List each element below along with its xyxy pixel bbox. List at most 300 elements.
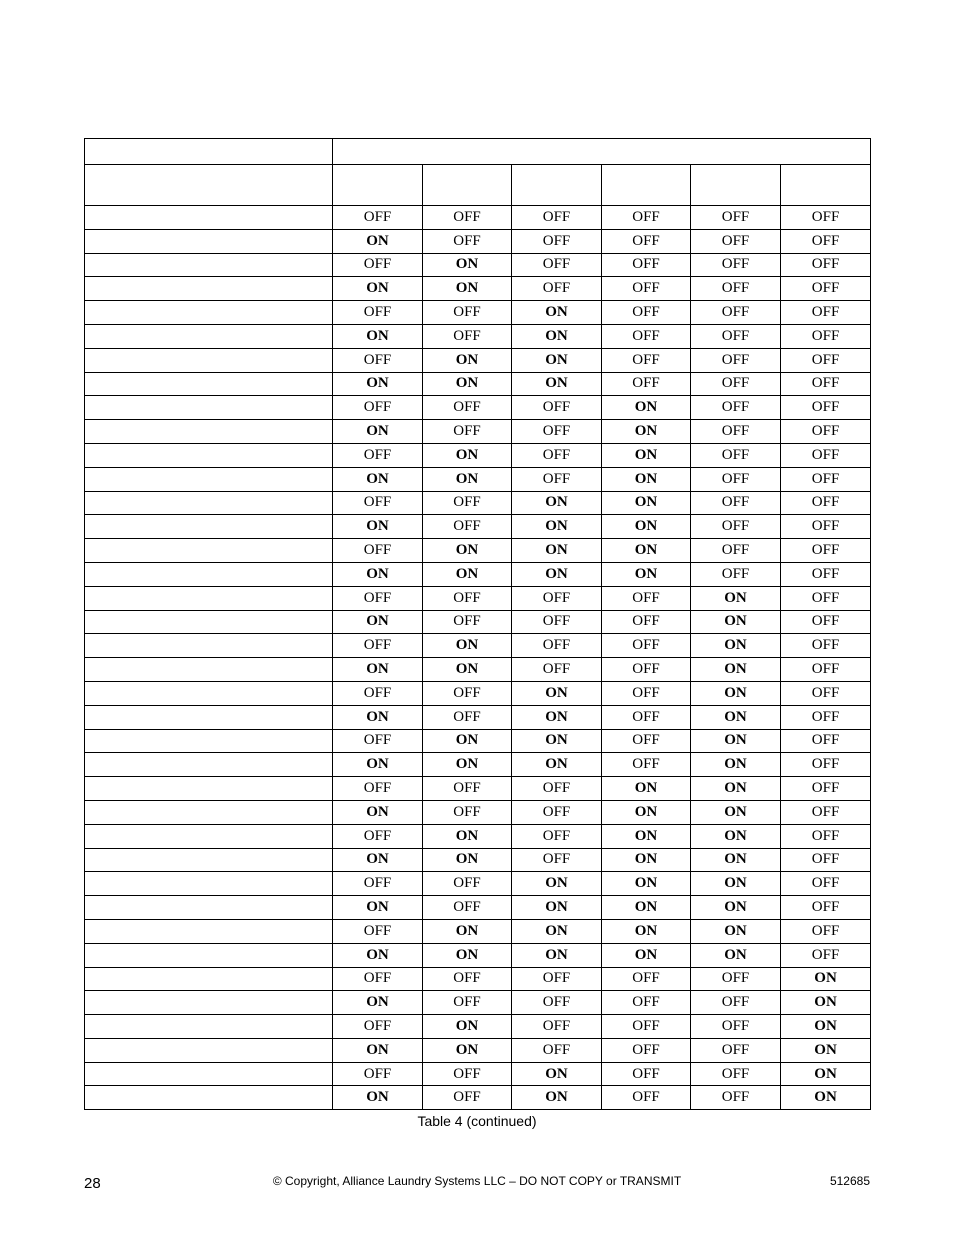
switch-state-cell: OFF [781,634,871,658]
row-label-cell [85,467,333,491]
header-switch-cell [333,165,423,206]
switch-state-cell: OFF [691,491,781,515]
header-row-1 [85,139,871,165]
row-label-cell [85,420,333,444]
table-row [85,515,871,539]
caption-text: Table 4 (continued) [417,1113,537,1129]
row-label-cell [85,919,333,943]
switch-state-cell: ON [512,348,602,372]
header-switch-cell [781,165,871,206]
switch-state-cell: OFF [691,1038,781,1062]
row-label-cell [85,539,333,563]
switch-state-cell: ON [781,1062,871,1086]
row-label-cell [85,586,333,610]
switch-state-cell: OFF [781,753,871,777]
switch-state-cell: ON [691,753,781,777]
switch-state-cell: OFF [691,967,781,991]
switch-state-cell: OFF [781,729,871,753]
switch-state-cell: OFF [781,586,871,610]
switch-state-cell: OFF [691,206,781,230]
switch-state-cell: ON [602,777,691,801]
row-label-cell [85,206,333,230]
switch-state-cell: ON [423,729,512,753]
switch-state-cell: OFF [691,253,781,277]
switch-state-cell: OFF [781,420,871,444]
switch-state-cell: OFF [512,991,602,1015]
switch-state-cell: OFF [602,658,691,682]
switch-state-cell: ON [333,705,423,729]
switch-state-cell: OFF [423,229,512,253]
switch-state-cell: ON [423,919,512,943]
row-label-cell [85,967,333,991]
switch-state-cell: OFF [602,277,691,301]
switch-state-cell: ON [512,681,602,705]
switch-state-cell: OFF [691,991,781,1015]
switch-state-cell: ON [423,539,512,563]
switch-state-cell: OFF [512,634,602,658]
switch-state-cell: OFF [423,705,512,729]
table-row [85,729,871,753]
switch-state-cell: ON [423,277,512,301]
row-label-cell [85,277,333,301]
page-number: 28 [84,1175,101,1192]
switch-state-cell: OFF [781,896,871,920]
switch-state-cell: OFF [512,1015,602,1039]
row-label-cell [85,1086,333,1110]
switch-state-cell: OFF [691,1015,781,1039]
switch-state-cell: OFF [781,324,871,348]
switch-state-cell: ON [512,1062,602,1086]
row-label-cell [85,681,333,705]
switch-state-cell: OFF [781,229,871,253]
switch-state-cell: ON [781,1038,871,1062]
switch-state-cell: ON [602,943,691,967]
switch-state-cell: OFF [691,1086,781,1110]
switch-state-cell: OFF [333,348,423,372]
switch-state-cell: OFF [781,658,871,682]
switch-state-cell: ON [691,658,781,682]
switch-state-cell: ON [691,705,781,729]
document-number: 512685 [829,1174,870,1188]
table-caption [0,1113,954,1129]
switch-state-cell: ON [602,919,691,943]
switch-state-cell: OFF [423,301,512,325]
table-body [85,139,871,1110]
switch-state-cell: OFF [333,586,423,610]
switch-state-cell: ON [333,467,423,491]
switch-state-cell: OFF [602,705,691,729]
table-row [85,562,871,586]
switch-state-cell: ON [602,443,691,467]
row-label-cell [85,658,333,682]
row-label-cell [85,1062,333,1086]
table-row [85,586,871,610]
switch-state-cell: OFF [333,539,423,563]
switch-state-cell: OFF [423,396,512,420]
switch-state-cell: OFF [512,277,602,301]
switch-state-cell: ON [423,658,512,682]
switch-state-cell: ON [512,301,602,325]
table-row [85,896,871,920]
switch-state-cell: OFF [602,301,691,325]
row-label-cell [85,443,333,467]
table-row [85,206,871,230]
switch-state-cell: OFF [602,253,691,277]
switch-state-cell: ON [423,562,512,586]
switch-state-cell: ON [333,800,423,824]
switch-state-cell: ON [333,943,423,967]
switch-state-cell: ON [423,1038,512,1062]
switch-state-cell: OFF [423,872,512,896]
dip-switch-table [84,138,871,1110]
switch-state-cell: ON [423,253,512,277]
switch-state-cell: OFF [333,872,423,896]
switch-state-cell: OFF [512,396,602,420]
switch-state-cell: OFF [691,515,781,539]
table-row [85,919,871,943]
switch-state-cell: OFF [333,443,423,467]
switch-state-cell: OFF [602,1062,691,1086]
header-label-cell [85,139,333,165]
switch-state-cell: OFF [781,919,871,943]
switch-state-cell: OFF [781,562,871,586]
switch-state-cell: OFF [333,1062,423,1086]
copyright-text: © Copyright, Alliance Laundry Systems LLC – DO NOT COPY or TRANSMIT [272,1174,682,1188]
header-group-cell [333,139,871,165]
switch-state-cell: ON [691,634,781,658]
switch-state-cell: ON [333,658,423,682]
switch-state-cell: ON [691,943,781,967]
row-label-cell [85,253,333,277]
row-label-cell [85,777,333,801]
switch-state-cell: OFF [691,396,781,420]
switch-state-cell: ON [691,919,781,943]
row-label-cell [85,348,333,372]
switch-state-cell: OFF [423,800,512,824]
row-label-cell [85,372,333,396]
switch-state-cell: ON [512,872,602,896]
switch-state-cell: ON [512,729,602,753]
row-label-cell [85,515,333,539]
switch-state-cell: ON [512,943,602,967]
switch-state-cell: ON [423,753,512,777]
switch-state-cell: OFF [781,872,871,896]
switch-state-cell: OFF [602,586,691,610]
switch-state-cell: ON [333,610,423,634]
row-label-cell [85,396,333,420]
switch-state-cell: OFF [781,681,871,705]
switch-state-cell: ON [423,848,512,872]
switch-state-cell: OFF [691,372,781,396]
switch-state-cell: ON [602,872,691,896]
switch-state-cell: OFF [333,967,423,991]
switch-state-cell: OFF [781,253,871,277]
switch-state-cell: OFF [781,610,871,634]
switch-state-cell: ON [333,420,423,444]
table-row [85,443,871,467]
switch-state-cell: ON [512,324,602,348]
switch-state-cell: OFF [512,800,602,824]
switch-state-cell: OFF [781,491,871,515]
switch-state-cell: OFF [781,705,871,729]
switch-state-cell: OFF [781,539,871,563]
switch-state-cell: OFF [602,324,691,348]
switch-state-cell: OFF [512,848,602,872]
header-switch-cell [423,165,512,206]
switch-state-cell: OFF [602,610,691,634]
row-label-cell [85,800,333,824]
switch-state-cell: OFF [781,824,871,848]
switch-state-cell: OFF [333,777,423,801]
table-row [85,396,871,420]
switch-state-cell: OFF [423,1062,512,1086]
table-row [85,634,871,658]
switch-state-cell: ON [691,777,781,801]
switch-state-cell: OFF [512,967,602,991]
row-label-cell [85,491,333,515]
switch-state-cell: OFF [423,420,512,444]
switch-state-cell: OFF [512,777,602,801]
row-label-cell [85,824,333,848]
switch-state-cell: OFF [781,348,871,372]
switch-state-cell: OFF [333,1015,423,1039]
switch-state-cell: OFF [423,967,512,991]
switch-state-cell: ON [512,491,602,515]
row-label-cell [85,753,333,777]
switch-state-cell: ON [602,896,691,920]
switch-state-cell: OFF [512,443,602,467]
switch-state-cell: ON [333,515,423,539]
switch-state-cell: OFF [423,1086,512,1110]
table-row [85,681,871,705]
row-label-cell [85,848,333,872]
table-row [85,253,871,277]
row-label-cell [85,991,333,1015]
switch-state-cell: ON [423,1015,512,1039]
switch-state-cell: OFF [602,1038,691,1062]
switch-state-cell: OFF [691,277,781,301]
switch-state-cell: ON [423,348,512,372]
table-row [85,658,871,682]
row-label-cell [85,301,333,325]
switch-state-cell: OFF [691,229,781,253]
table-row [85,848,871,872]
table-row [85,705,871,729]
switch-state-cell: OFF [512,824,602,848]
switch-state-cell: ON [333,991,423,1015]
switch-state-cell: OFF [781,277,871,301]
switch-state-cell: OFF [423,681,512,705]
switch-state-cell: ON [602,515,691,539]
switch-state-cell: OFF [602,372,691,396]
table-row [85,1062,871,1086]
switch-state-cell: ON [333,753,423,777]
table-row [85,301,871,325]
table-row [85,324,871,348]
switch-state-cell: ON [512,896,602,920]
switch-state-cell: OFF [423,610,512,634]
switch-state-cell: OFF [333,681,423,705]
table-row [85,777,871,801]
switch-state-cell: ON [691,610,781,634]
switch-state-cell: OFF [512,1038,602,1062]
switch-state-cell: ON [781,1015,871,1039]
switch-state-cell: OFF [333,301,423,325]
switch-state-cell: OFF [691,1062,781,1086]
header-switch-cell [691,165,781,206]
switch-state-cell: ON [602,491,691,515]
switch-state-cell: OFF [333,253,423,277]
row-label-cell [85,1015,333,1039]
switch-state-cell: ON [691,896,781,920]
table-row [85,753,871,777]
switch-state-cell: ON [691,824,781,848]
switch-state-cell: OFF [602,729,691,753]
switch-state-cell: ON [512,372,602,396]
table-row [85,372,871,396]
row-label-cell [85,610,333,634]
switch-state-cell: ON [333,277,423,301]
switch-state-cell: OFF [691,443,781,467]
switch-state-cell: OFF [423,991,512,1015]
switch-state-cell: OFF [691,301,781,325]
switch-state-cell: OFF [781,467,871,491]
switch-state-cell: ON [333,324,423,348]
switch-state-cell: OFF [602,967,691,991]
switch-state-cell: ON [602,562,691,586]
switch-state-cell: OFF [512,229,602,253]
switch-state-cell: ON [333,372,423,396]
switch-state-cell: ON [602,824,691,848]
table-row [85,1015,871,1039]
switch-state-cell: ON [512,919,602,943]
switch-state-cell: OFF [512,467,602,491]
switch-state-cell: OFF [333,824,423,848]
header-switch-cell [512,165,602,206]
switch-state-cell: OFF [781,301,871,325]
table-row [85,277,871,301]
switch-state-cell: ON [691,729,781,753]
switch-state-cell: OFF [333,396,423,420]
switch-state-cell: OFF [512,420,602,444]
table-row [85,967,871,991]
switch-state-cell: OFF [781,848,871,872]
table-row [85,348,871,372]
switch-state-cell: OFF [512,253,602,277]
switch-state-cell: ON [512,705,602,729]
switch-state-cell: OFF [512,206,602,230]
table-row [85,943,871,967]
row-label-cell [85,562,333,586]
switch-state-cell: OFF [423,206,512,230]
table-row [85,229,871,253]
switch-state-cell: ON [691,800,781,824]
switch-state-cell: ON [691,872,781,896]
copyright-notice [0,1174,954,1188]
switch-state-cell: ON [512,539,602,563]
switch-state-cell: ON [691,681,781,705]
switch-state-cell: ON [691,848,781,872]
switch-state-cell: OFF [781,800,871,824]
switch-state-cell: OFF [691,467,781,491]
switch-state-cell: OFF [781,443,871,467]
switch-state-cell: OFF [423,324,512,348]
switch-state-cell: ON [781,991,871,1015]
switch-state-cell: OFF [333,919,423,943]
switch-state-cell: OFF [602,634,691,658]
switch-state-cell: OFF [512,658,602,682]
header-label-cell [85,165,333,206]
switch-state-cell: ON [602,848,691,872]
row-label-cell [85,872,333,896]
switch-state-cell: ON [333,562,423,586]
row-label-cell [85,896,333,920]
table-row [85,1038,871,1062]
row-label-cell [85,634,333,658]
switch-state-cell: OFF [691,420,781,444]
switch-state-cell: OFF [602,1015,691,1039]
switch-state-cell: OFF [512,610,602,634]
table-row [85,539,871,563]
table-row [85,872,871,896]
switch-state-cell: ON [423,824,512,848]
switch-state-cell: OFF [691,348,781,372]
switch-state-cell: OFF [333,206,423,230]
switch-state-cell: OFF [333,729,423,753]
switch-state-cell: ON [423,443,512,467]
switch-state-cell: OFF [781,206,871,230]
switch-state-cell: ON [333,229,423,253]
header-row-2 [85,165,871,206]
switch-state-cell: OFF [423,491,512,515]
switch-state-cell: OFF [781,515,871,539]
row-label-cell [85,1038,333,1062]
row-label-cell [85,705,333,729]
switch-state-cell: OFF [781,396,871,420]
switch-state-cell: ON [333,848,423,872]
table-row [85,420,871,444]
table-row [85,610,871,634]
switch-state-cell: ON [602,396,691,420]
switch-state-cell: ON [423,943,512,967]
switch-state-cell: ON [423,467,512,491]
switch-state-cell: ON [512,753,602,777]
row-label-cell [85,943,333,967]
switch-state-cell: OFF [602,348,691,372]
switch-state-cell: ON [781,967,871,991]
switch-state-cell: OFF [691,539,781,563]
header-switch-cell [602,165,691,206]
switch-state-cell: OFF [602,206,691,230]
switch-state-cell: OFF [333,634,423,658]
switch-state-cell: OFF [333,491,423,515]
switch-state-cell: OFF [602,1086,691,1110]
switch-state-cell: OFF [423,896,512,920]
switch-state-cell: ON [602,539,691,563]
switch-state-cell: OFF [423,777,512,801]
switch-state-cell: OFF [691,324,781,348]
switch-state-cell: OFF [602,681,691,705]
switch-state-cell: ON [512,562,602,586]
row-label-cell [85,229,333,253]
switch-state-cell: OFF [512,586,602,610]
switch-state-cell: OFF [781,372,871,396]
switch-state-cell: ON [333,1086,423,1110]
switch-state-cell: OFF [423,515,512,539]
switch-state-cell: ON [691,586,781,610]
switch-state-cell: OFF [781,943,871,967]
table-row [85,1086,871,1110]
